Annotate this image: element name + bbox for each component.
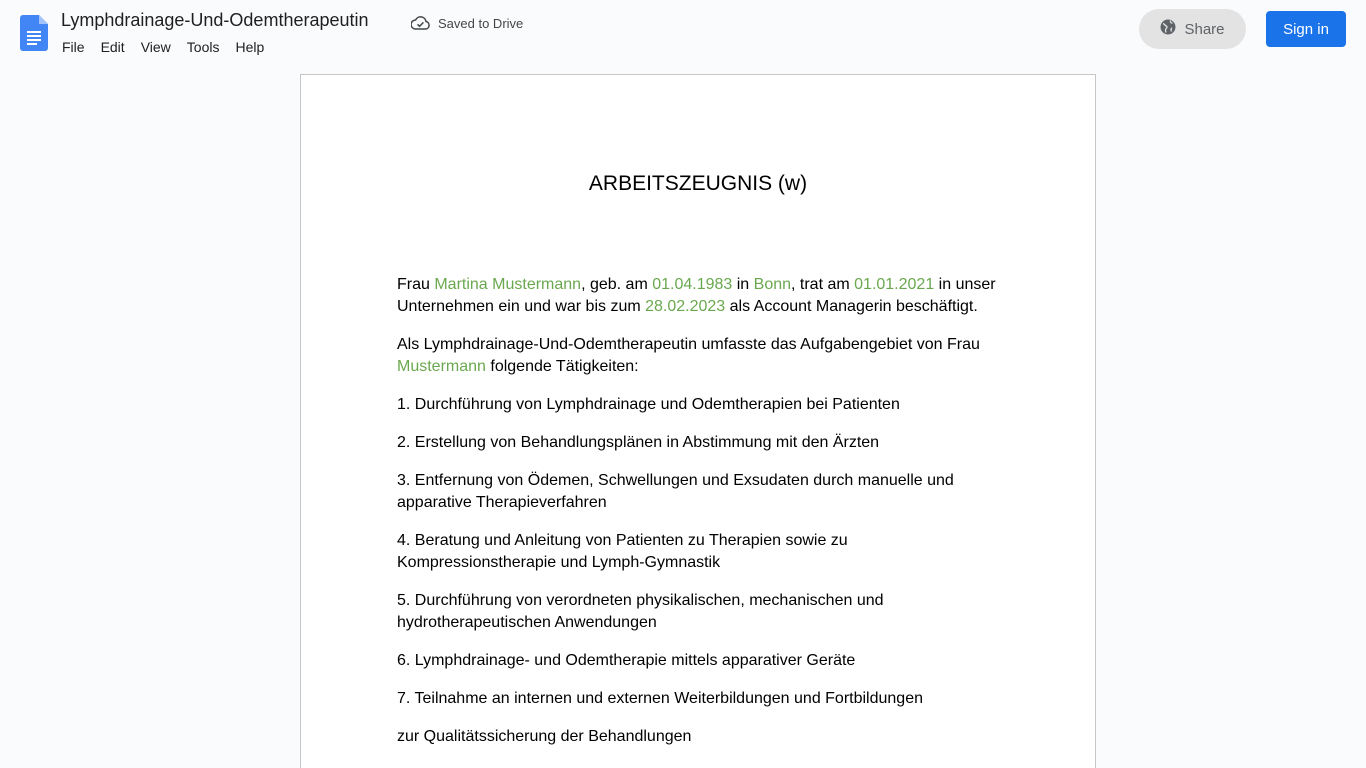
task-item-6: 6. Lymphdrainage- und Odemtherapie mittels apparativer Geräte <box>397 652 856 669</box>
text-span: , geb. am <box>581 276 653 293</box>
task-item-7: 7. Teilnahme an internen und externen Weiterbildungen und Fortbildungen <box>397 690 923 707</box>
document-body <box>397 274 1007 764</box>
employee-surname: Mustermann <box>397 358 486 375</box>
text-span: in unser Unternehmen ein und war bis zum <box>397 276 996 315</box>
share-label: Share <box>1184 20 1225 38</box>
globe-icon <box>1160 19 1176 39</box>
cloud-done-icon <box>411 16 430 30</box>
sign-in-button[interactable]: Sign in <box>1266 11 1346 47</box>
menu-tools[interactable]: Tools <box>186 39 220 55</box>
menu-edit[interactable]: Edit <box>100 39 125 55</box>
end-date: 28.02.2023 <box>645 298 726 315</box>
task-item-5: 5. Durchführung von verordneten physikalischen, mechanischen und hydrotherapeutischen Anwendungen <box>397 592 884 631</box>
menu-bar <box>54 36 272 58</box>
save-status[interactable] <box>411 14 523 32</box>
birth-city: Bonn <box>753 276 792 293</box>
text-span: in <box>732 276 754 293</box>
document-heading: ARBEITSZEUGNIS (w) <box>588 172 808 195</box>
text-span: , trat am <box>791 276 855 293</box>
menu-help[interactable]: Help <box>235 39 265 55</box>
document-page[interactable] <box>300 74 1096 768</box>
google-docs-icon[interactable] <box>20 15 48 51</box>
task-item-1: 1. Durchführung von Lymphdrainage und Odemtherapien bei Patienten <box>397 396 900 413</box>
top-bar <box>0 0 1366 64</box>
closing-line: zur Qualitätssicherung der Behandlungen <box>397 728 692 745</box>
menu-file[interactable]: File <box>62 39 85 55</box>
start-date: 01.01.2021 <box>854 276 935 293</box>
task-item-2: 2. Erstellung von Behandlungsplänen in Abstimmung mit den Ärzten <box>397 434 880 451</box>
birth-date: 01.04.1983 <box>652 276 733 293</box>
text-span: als Account Managerin beschäftigt. <box>725 298 978 315</box>
task-item-4: 4. Beratung und Anleitung von Patienten zu Therapien sowie zu Kompressionstherapie und Lymph-Gymnastik <box>397 532 848 571</box>
task-item-3: 3. Entfernung von Ödemen, Schwellungen und Exsudaten durch manuelle und apparative Therapieverfahren <box>397 472 954 511</box>
save-status-label: Saved to Drive <box>438 15 524 31</box>
menu-view[interactable]: View <box>140 39 171 55</box>
share-button[interactable] <box>1139 9 1246 49</box>
intro-paragraph <box>397 274 1007 318</box>
text-span: folgende Tätigkeiten: <box>485 358 639 375</box>
text-span: Frau <box>397 276 435 293</box>
text-span: Als Lymphdrainage-Und-Odemtherapeutin umfasste das Aufgabengebiet von Frau <box>397 336 980 353</box>
document-title[interactable]: Lymphdrainage-Und-Odemtherapeutin <box>61 10 369 30</box>
employee-name: Martina Mustermann <box>434 276 582 293</box>
role-paragraph <box>397 334 1007 378</box>
